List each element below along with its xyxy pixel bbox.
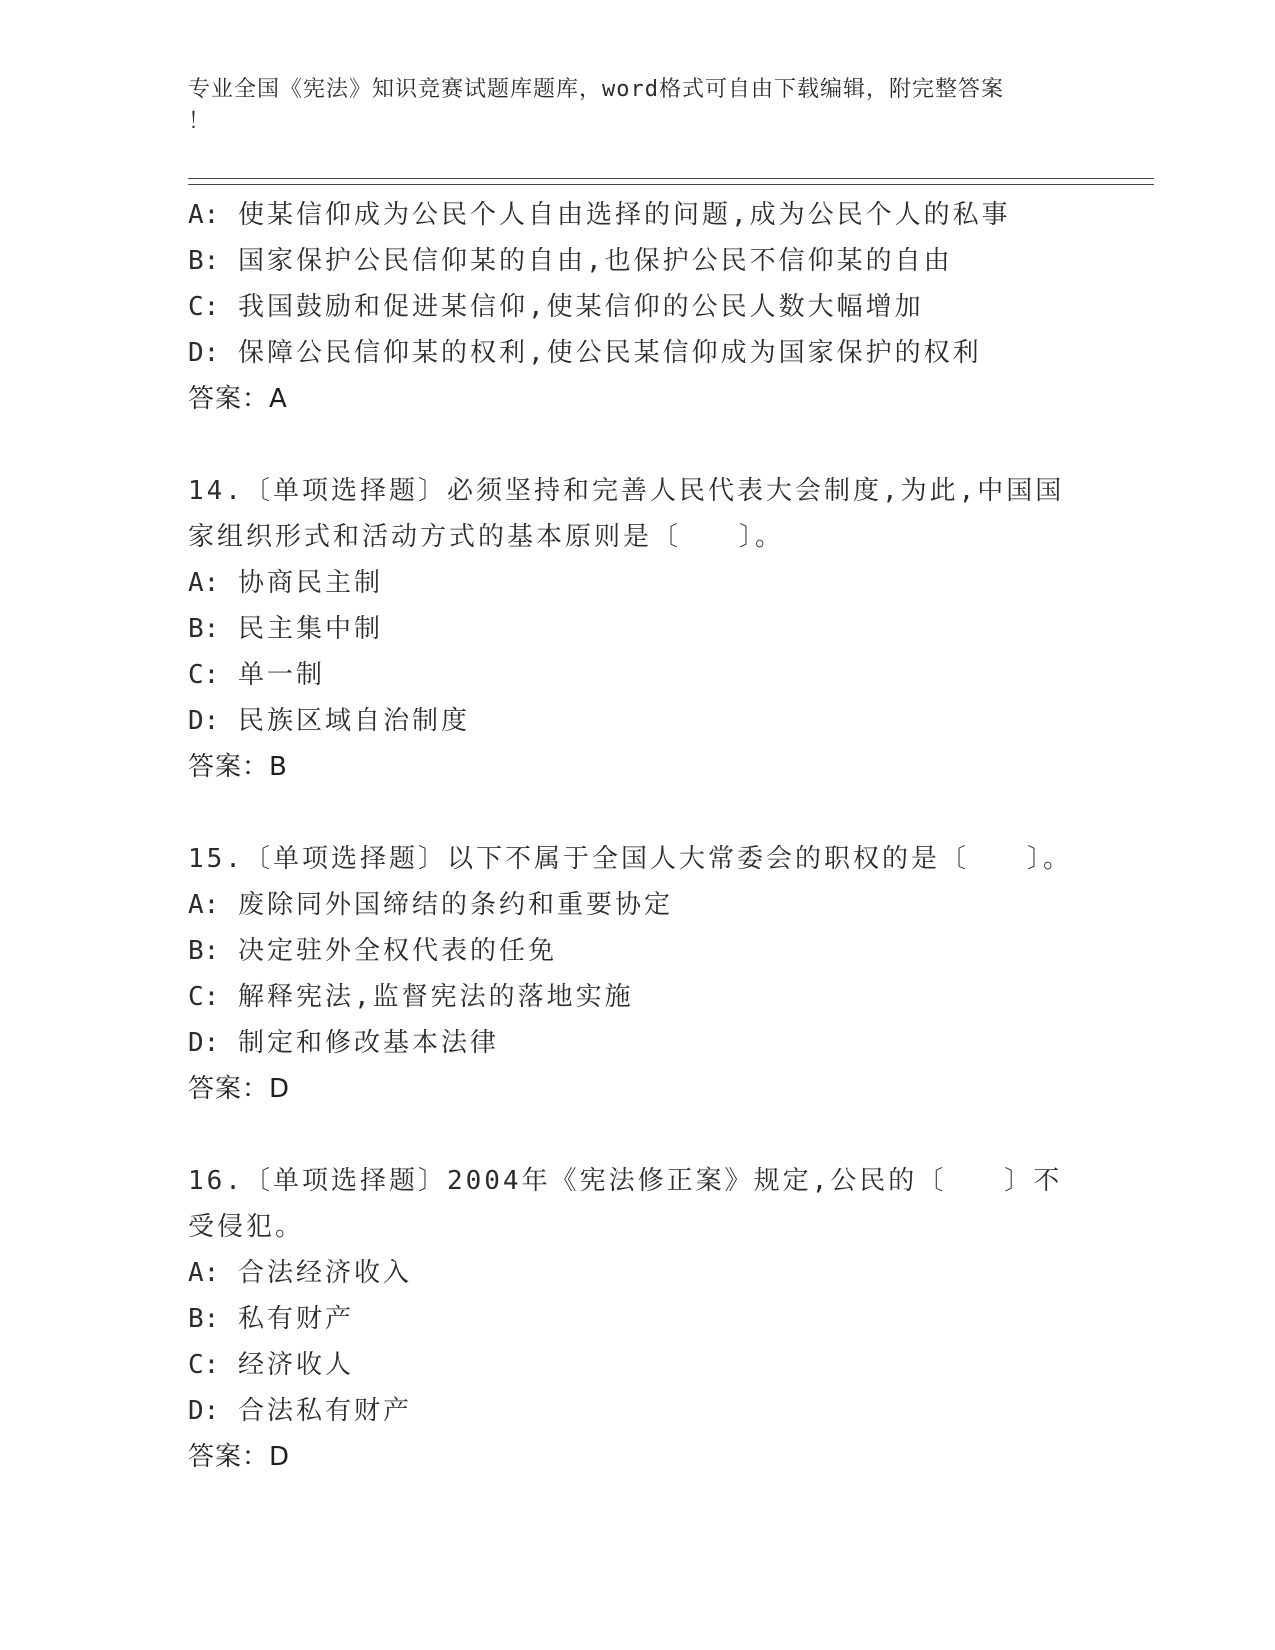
option-text: 国家保护公民信仰某的自由,也保护公民不信仰某的自由 — [237, 246, 953, 276]
document-header — [188, 74, 1088, 138]
option-text: 制定和修改基本法律 — [237, 1028, 499, 1058]
option-text: 我国鼓励和促进某信仰,使某信仰的公民人数大幅增加 — [237, 292, 924, 322]
option-c — [188, 974, 1108, 1020]
question-stem: 15.〔单项选择题〕以下不属于全国人大常委会的职权的是〔 〕。 — [188, 844, 1072, 874]
question-stem: 16.〔单项选择题〕2004年《宪法修正案》规定,公民的〔 〕不受侵犯。 — [188, 1166, 1063, 1242]
option-a — [188, 192, 1108, 238]
option-key: A: — [188, 1258, 220, 1288]
option-b — [188, 928, 1108, 974]
option-key: B: — [188, 936, 220, 966]
option-key: B: — [188, 246, 220, 276]
question-list — [188, 192, 1108, 1526]
header-title-continuation: ！ — [188, 109, 212, 134]
option-d — [188, 1020, 1108, 1066]
option-text: 民族区域自治制度 — [237, 706, 470, 736]
option-text: 使某信仰成为公民个人自由选择的问题,成为公民个人的私事 — [237, 200, 1011, 230]
answer-label: 答案：A — [188, 384, 288, 414]
option-d — [188, 1388, 1108, 1434]
answer-label: 答案：B — [188, 752, 288, 782]
option-text: 保障公民信仰某的权利,使公民某信仰成为国家保护的权利 — [237, 338, 982, 368]
option-key: C: — [188, 660, 220, 690]
option-key: D: — [188, 1028, 220, 1058]
answer-label: 答案：D — [188, 1074, 291, 1104]
header-title: 专业全国《宪法》知识竞赛试题库题库，word格式可自由下载编辑，附完整答案 — [188, 77, 1004, 102]
option-key: C: — [188, 982, 220, 1012]
option-key: A: — [188, 568, 220, 598]
option-c — [188, 1342, 1108, 1388]
option-text: 废除同外国缔结的条约和重要协定 — [237, 890, 673, 920]
option-text: 合法经济收入 — [237, 1258, 412, 1288]
option-text: 私有财产 — [237, 1304, 354, 1334]
header-divider-top — [188, 178, 1154, 179]
option-text: 单一制 — [237, 660, 325, 690]
option-c — [188, 652, 1108, 698]
option-c — [188, 284, 1108, 330]
option-key: C: — [188, 292, 220, 322]
option-b — [188, 238, 1108, 284]
option-a — [188, 882, 1108, 928]
option-text: 协商民主制 — [237, 568, 383, 598]
option-key: B: — [188, 614, 220, 644]
option-b — [188, 1296, 1108, 1342]
header-divider-bottom — [188, 184, 1154, 185]
option-d — [188, 698, 1108, 744]
option-key: A: — [188, 200, 220, 230]
option-text: 决定驻外全权代表的任免 — [237, 936, 557, 966]
question-stem: 14.〔单项选择题〕必须坚持和完善人民代表大会制度,为此,中国国家组织形式和活动方式的基本原则是〔 〕。 — [188, 476, 1065, 552]
option-key: A: — [188, 890, 220, 920]
question-14 — [188, 468, 1108, 790]
answer-label: 答案：D — [188, 1442, 291, 1472]
question-16 — [188, 1158, 1108, 1480]
question-13-continued — [188, 192, 1108, 422]
option-a — [188, 560, 1108, 606]
option-key: B: — [188, 1304, 220, 1334]
option-d — [188, 330, 1108, 376]
option-text: 解释宪法,监督宪法的落地实施 — [237, 982, 634, 1012]
option-b — [188, 606, 1108, 652]
option-key: D: — [188, 1396, 220, 1426]
option-text: 经济收人 — [237, 1350, 354, 1380]
option-text: 民主集中制 — [237, 614, 383, 644]
option-key: D: — [188, 338, 220, 368]
option-key: D: — [188, 706, 220, 736]
option-text: 合法私有财产 — [237, 1396, 412, 1426]
question-15 — [188, 836, 1108, 1112]
option-key: C: — [188, 1350, 220, 1380]
option-a — [188, 1250, 1108, 1296]
